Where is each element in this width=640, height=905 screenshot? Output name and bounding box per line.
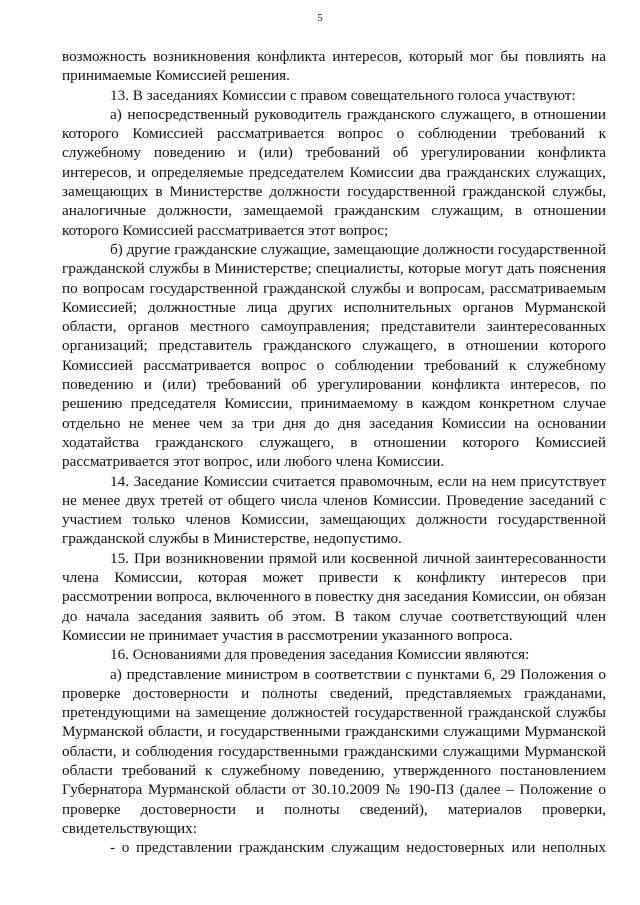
page-number: 5 xyxy=(317,12,323,24)
paragraph-14: 14. Заседание Комиссии считается правомочным, если на нем присутствует не менее двух третей от общего числа членов Комиссии. Проведение заседаний с участием только членов Комиссии, замещающих должности государственной гражданской службы в Министерстве, недопустимо. xyxy=(62,472,606,548)
paragraph-16-a: а) представление министром в соответствии с пунктами 6, 29 Положения о проверке достоверности и полноты сведений, представляемых гражданами, претендующими на замещение должностей государственной гражданской службы Мурманской области, и государственными гражданскими служащими Мурманской области, и соблюдения государственными гражданскими служащими Мурманской области требований к служебному поведению, утвержденного постановлением Губернатора Мурманской области от 30.10.2009 № 190-ПЗ (далее – Положение о проверке достоверности и полноты сведений), материалов проверки, свидетельствующих: xyxy=(62,665,606,837)
document-body xyxy=(62,47,606,857)
paragraph-13: 13. В заседаниях Комиссии с правом совещательного голоса участвуют: xyxy=(110,86,576,104)
paragraph-16-a-dash-item: - о представлении гражданским служащим недостоверных или неполных xyxy=(110,839,606,857)
paragraph-13-a: а) непосредственный руководитель гражданского служащего, в отношении которого Комиссией рассматривается вопрос о соблюдении требований к служебному поведению и (или) требований об урегулировании конфликта интересов, и определяемые председателем Комиссии два гражданских служащих, замещающих в Министерстве должности государственной гражданской службы, аналогичные должности, замещаемой гражданским служащим, в отношении которого Комиссией рассматривается этот вопрос; xyxy=(62,105,606,239)
paragraph-16: 16. Основаниями для проведения заседания Комиссии являются: xyxy=(110,646,530,664)
paragraph-15: 15. При возникновении прямой или косвенной личной заинтересованности члена Комиссии, которая может привести к конфликту интересов при рассмотрении вопроса, включенного в повестку дня заседания Комиссии, он обязан до начала заседания заявить об этом. В таком случае соответствующий член Комиссии не принимает участия в рассмотрении указанного вопроса. xyxy=(62,549,606,644)
paragraph-13-b: б) другие гражданские служащие, замещающие должности государственной гражданской службы в Министерстве; специалисты, которые могут дать пояснения по вопросам государственной гражданской службы и вопросам, рассматриваемым Комиссией; должностные лица других исполнительных органов Мурманской области, органов местного самоуправления; представители заинтересованных организаций; представитель гражданского служащего, в отношении которого Комиссией рассматривается вопрос о соблюдении требований к служебному поведению и (или) требований об урегулировании конфликта интересов, по решению председателя Комиссии, принимаемому в каждом конкретном случае отдельно не менее чем за три дня до дня заседания Комиссии на основании ходатайства гражданского служащего, в отношении которого Комиссией рассматривается этот вопрос, или любого члена Комиссии. xyxy=(62,240,606,471)
paragraph-continuation: возможность возникновения конфликта интересов, который мог бы повлиять на принимаемые Комиссией решения. xyxy=(62,48,606,85)
